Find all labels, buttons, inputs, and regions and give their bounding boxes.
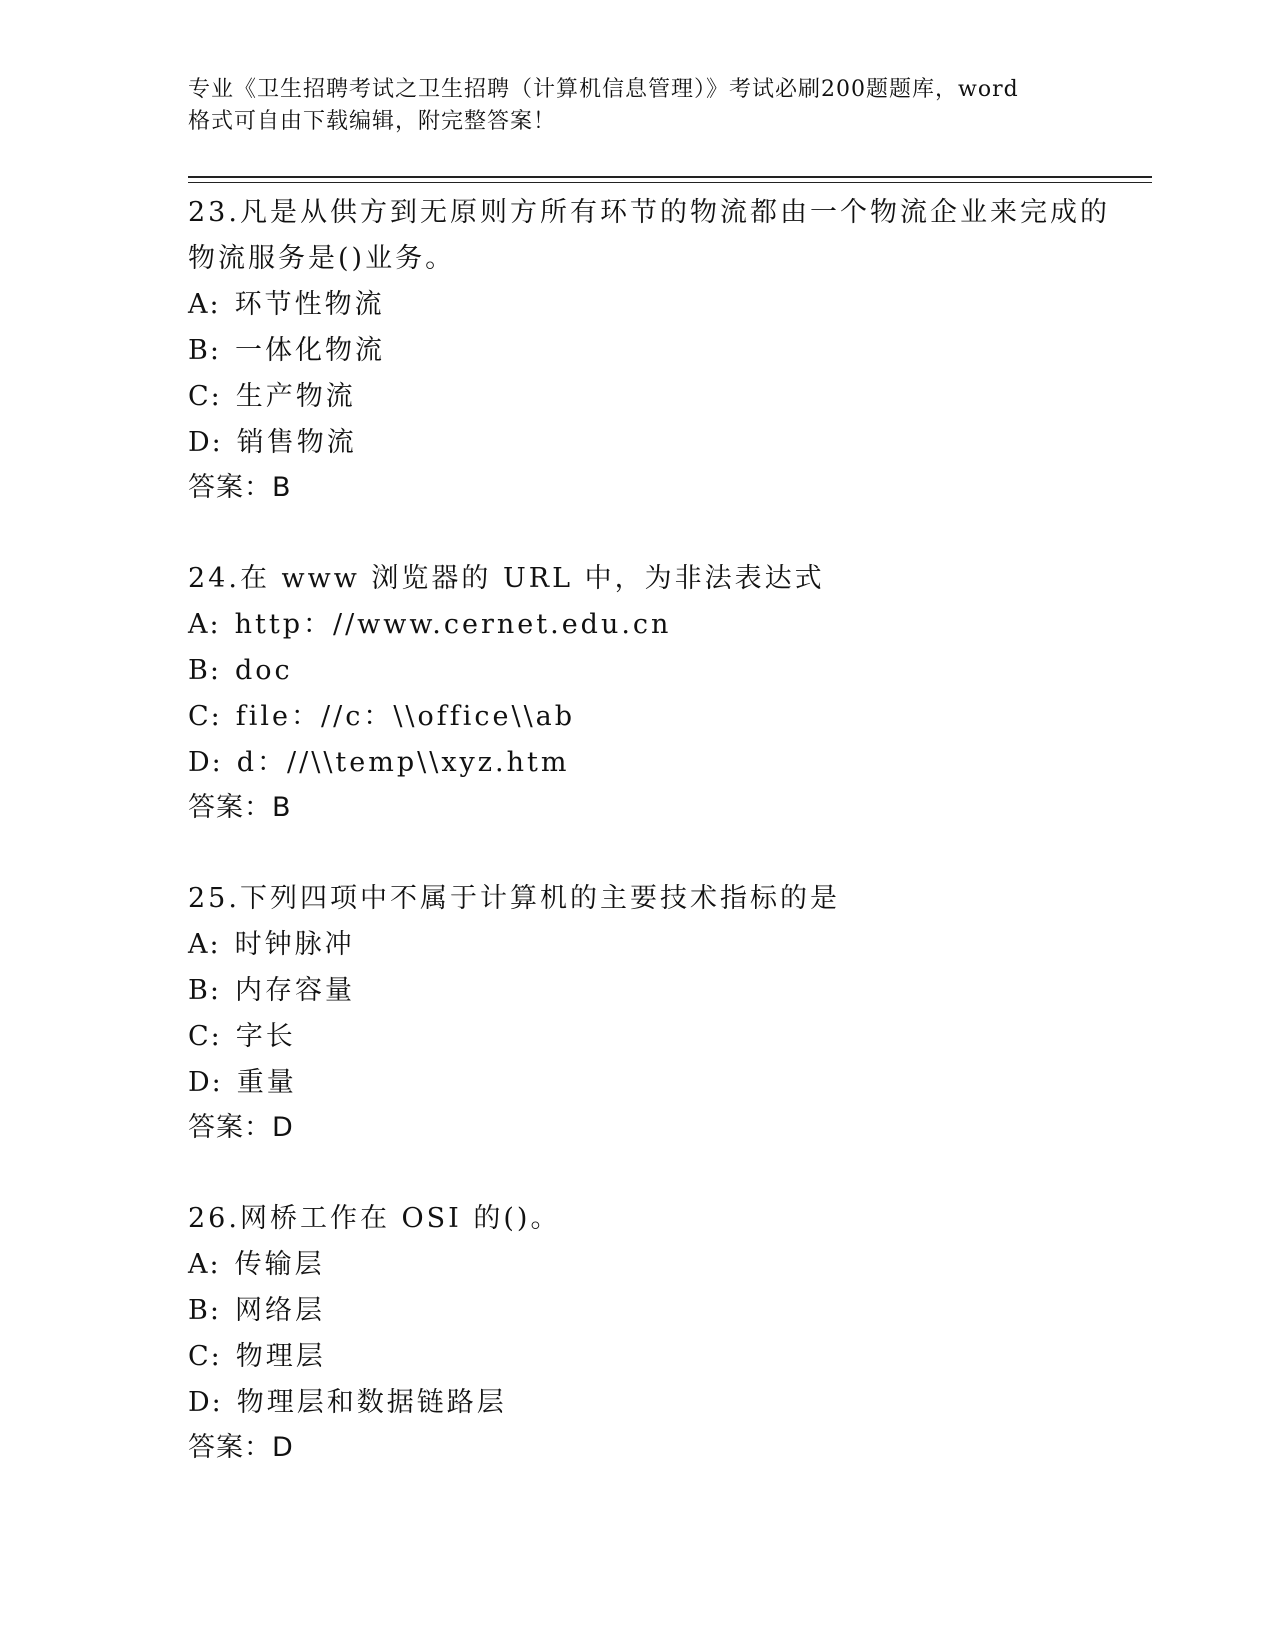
document-header	[188, 74, 1088, 138]
question-text: 23.凡是从供方到无原则方所有环节的物流都由一个物流企业来完成的	[188, 197, 1110, 228]
question-25	[188, 876, 1088, 1150]
option-a: A: 环节性物流	[188, 289, 385, 320]
answer-label: 答案：B	[188, 472, 292, 503]
question-23	[188, 190, 1110, 510]
option-c: C: file：//c：\\office\\ab	[188, 701, 576, 732]
question-list	[188, 190, 1110, 1470]
option-a: A: 时钟脉冲	[188, 929, 355, 960]
option-d: D: d：//\\temp\\xyz.htm	[188, 747, 570, 778]
answer-label: 答案：B	[188, 792, 292, 823]
option-b: B: 内存容量	[188, 975, 355, 1006]
option-d: D: 重量	[188, 1067, 297, 1098]
option-b: B: 网络层	[188, 1295, 325, 1326]
question-24	[188, 556, 1088, 830]
option-b: B: doc	[188, 655, 293, 686]
question-text: 26.网桥工作在 OSI 的()。	[188, 1203, 561, 1234]
option-c: C: 生产物流	[188, 381, 356, 412]
question-text-cont: 物流服务是()业务。	[188, 243, 456, 274]
option-a: A: 传输层	[188, 1249, 325, 1280]
answer-label: 答案：D	[188, 1112, 294, 1143]
option-b: B: 一体化物流	[188, 335, 385, 366]
answer-label: 答案：D	[188, 1432, 294, 1463]
header-divider-thin	[188, 182, 1152, 183]
header-line-2: 格式可自由下载编辑，附完整答案！	[188, 109, 557, 134]
option-d: D: 销售物流	[188, 427, 357, 458]
option-a: A: http：//www.cernet.edu.cn	[188, 609, 672, 640]
option-c: C: 物理层	[188, 1341, 326, 1372]
question-text: 25.下列四项中不属于计算机的主要技术指标的是	[188, 883, 840, 914]
question-text: 24.在 www 浏览器的 URL 中，为非法表达式	[188, 563, 825, 594]
header-line-1: 专业《卫生招聘考试之卫生招聘（计算机信息管理）》考试必刷200题题库，word	[188, 77, 1019, 102]
header-divider-thick	[188, 176, 1152, 178]
question-26	[188, 1196, 1088, 1470]
option-c: C: 字长	[188, 1021, 296, 1052]
option-d: D: 物理层和数据链路层	[188, 1387, 507, 1418]
